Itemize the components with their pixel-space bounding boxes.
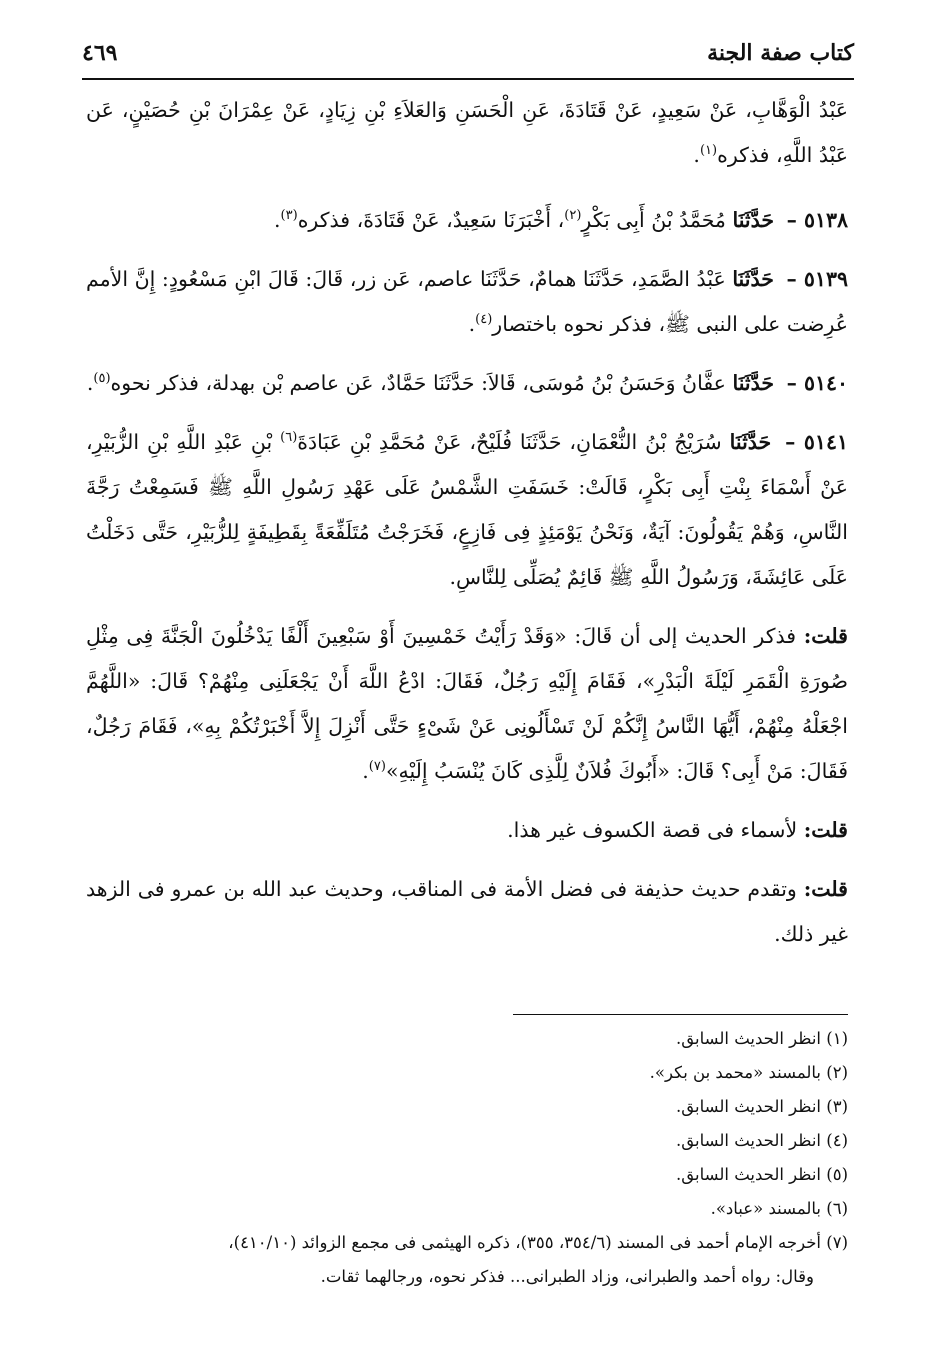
- footnote-ref: (١): [699, 143, 718, 159]
- footnote-1: (١) انظر الحديث السابق.: [676, 1029, 848, 1048]
- footnote-ref: (٢): [564, 208, 582, 224]
- commentary-text: فذكر الحديث إلى أن قَالَ: «وَقَدْ رَأَيْتُ خَمْسِينَ أَوْ سَبْعِينَ أَلْفًا يَدْخُلُونَ الْجَنَّةَ فِى مِثْلِ صُورَةِ الْقَمَرِ لَيْلَةَ الْبَدْرِ»، فَقَامَ إِلَيْهِ رَجُلٌ، فَقَالَ: ادْعُ اللَّهَ أَنْ يَجْعَلَنِى مِنْهُمْ؟ قَالَ: «اللَّهُمَّ اجْعَلْهُ مِنْهُمْ، أَيُّهَا النَّاسُ إِنَّكُمْ لَنْ تَسْأَلُونِى عَنْ شَىْءٍ حَتَّى أَنْزِلَ إِلاَّ أَخْبَرْتُكُمْ بِهِ»، فَقَامَ رَجُلٌ، فَقَالَ: مَنْ أَبِى؟ قَالَ: «أَبُوكَ فُلاَنٌ لِلَّذِى كَانَ يُنْسَبُ إِلَيْهِ»: [86, 624, 848, 783]
- hadith-text: مُحَمَّدُ بْنُ أَبِى بَكْرٍ: [581, 208, 726, 232]
- hadith-number: ٥١٣٩ –: [786, 267, 848, 291]
- hadith-5138: [86, 198, 848, 243]
- hadith-text: عَبْدُ الصَّمَدِ، حَدَّثَنَا همامٌ، حَدَّثَنَا عاصم، عَن زر، قَالَ: قَالَ ابْنِ مَسْعُودٍ: إِنَّ الأمم عُرِضت على النبى ﷺ، فذكر نحوه باختصار: [86, 267, 848, 336]
- main-text: [86, 88, 848, 971]
- commentary-label: قلت:: [803, 877, 848, 901]
- narration-lead: حَدَّثَنَا: [732, 371, 775, 395]
- hadith-text: ، أَخْبَرَنَا سَعِيدٌ، عَنْ قَتَادَةَ، فذكره: [297, 208, 565, 232]
- footnote-4: (٤) انظر الحديث السابق.: [676, 1131, 848, 1150]
- commentary-label: قلت:: [803, 624, 848, 648]
- footnote-ref: (٧): [368, 759, 386, 775]
- narration-lead: حَدَّثَنَا: [732, 267, 774, 291]
- footnote-7-continuation: وقال: رواه أحمد والطبرانى، وزاد الطبرانى... فذكر نحوه، ورجالهما ثقات.: [320, 1267, 814, 1286]
- hadith-number: ٥١٤١ –: [785, 430, 848, 454]
- commentary-3: [86, 867, 848, 957]
- footnote-2: (٢) بالمسند «محمد بن بكر».: [649, 1063, 848, 1082]
- hadith-text: عفَّانُ وَحَسَنُ بْنُ مُوسَى، قَالاَ: حَدَّثَنَا حَمَّادٌ، عَن عاصم بْن بهدلة، فذكر نحوه: [110, 371, 726, 395]
- commentary-1: [86, 614, 848, 794]
- page-header: [82, 36, 854, 80]
- hadith-5141: [86, 420, 848, 600]
- commentary-text: وتقدم حديث حذيفة فى فضل الأمة فى المناقب، وحديث عبد الله بن عمرو فى الزهد غير ذلك.: [86, 877, 848, 946]
- footnotes: [80, 1022, 848, 1294]
- commentary-text: لأسماء فى قصة الكسوف غير هذا.: [507, 818, 798, 842]
- footnote-ref: (٦): [280, 430, 298, 446]
- hadith-end: .: [86, 371, 94, 395]
- hadith-end: .: [468, 312, 476, 336]
- paragraph-text: عَبْدُ الْوَهَّابِ، عَنْ سَعِيدٍ، عَنْ قَتَادَةَ، عَنِ الْحَسَنِ وَالعَلاَءِ بْنِ زِيَادٍ، عَنْ عِمْرَانَ بْنِ حُصَيْنٍ، عَن عَبْدُ اللَّهِ، فذكره: [86, 98, 848, 167]
- hadith-end: .: [274, 208, 281, 232]
- footnote-7: (٧) أخرجه الإمام أحمد فى المسند (٣٥٤/٦، ٣٥٥)، ذكره الهيثمى فى مجمع الزوائد (٤١٠/١٠)،: [228, 1233, 848, 1252]
- footnote-3: (٣) انظر الحديث السابق.: [676, 1097, 848, 1116]
- commentary-end: .: [362, 759, 369, 783]
- hadith-number: ٥١٤٠ –: [786, 371, 848, 395]
- narration-lead: حَدَّثَنَا: [732, 208, 775, 232]
- narration-lead: حَدَّثَنَا: [729, 430, 772, 454]
- footnote-6: (٦) بالمسند «عباد».: [710, 1199, 848, 1218]
- hadith-text: بْنِ عَبْدِ اللَّهِ بْنِ الزُّبَيْرِ، عَنْ أَسْمَاءَ بِنْتِ أَبِى بَكْرٍ، قَالَتْ: خَسَفَتِ الشَّمْسُ عَلَى عَهْدِ رَسُولِ اللَّهِ ﷺ فَسَمِعْتُ رَجَّةَ النَّاسِ، وَهُمْ يَقُولُونَ: آيَةٌ، وَنَحْنُ يَوْمَئِذٍ فِى فَازِعٍ، فَخَرَجْتُ مُتَلَفِّعَةً بِقَطِيفَةٍ لِلزُّبَيْرِ، حَتَّى دَخَلْتُ عَلَى عَائِشَةَ، وَرَسُولُ اللَّهِ ﷺ قَائِمٌ يُصَلِّى لِلنَّاسِ.: [86, 430, 848, 589]
- running-title: كتاب صفة الجنة: [707, 40, 854, 66]
- hadith-text: سُرَيْجُ بْنُ النُّعْمَانِ، حَدَّثَنَا فُلَيْحٌ، عَنْ مُحَمَّدِ بْنِ عَبَادَةَ: [297, 430, 722, 454]
- commentary-label: قلت:: [803, 818, 848, 842]
- footnote-ref: (٤): [475, 312, 493, 328]
- commentary-2: [86, 808, 848, 853]
- paragraph-end: .: [693, 143, 700, 167]
- hadith-5139: [86, 257, 848, 347]
- hadith-5140: [86, 361, 848, 406]
- footnote-ref: (٥): [93, 371, 111, 387]
- footnote-5: (٥) انظر الحديث السابق.: [676, 1165, 848, 1184]
- footnote-ref: (٣): [280, 208, 298, 224]
- paragraph-continuation: [86, 88, 848, 178]
- page-number: ٤٦٩: [82, 40, 118, 66]
- footnote-divider: [513, 1014, 848, 1015]
- hadith-number: ٥١٣٨ –: [786, 208, 848, 232]
